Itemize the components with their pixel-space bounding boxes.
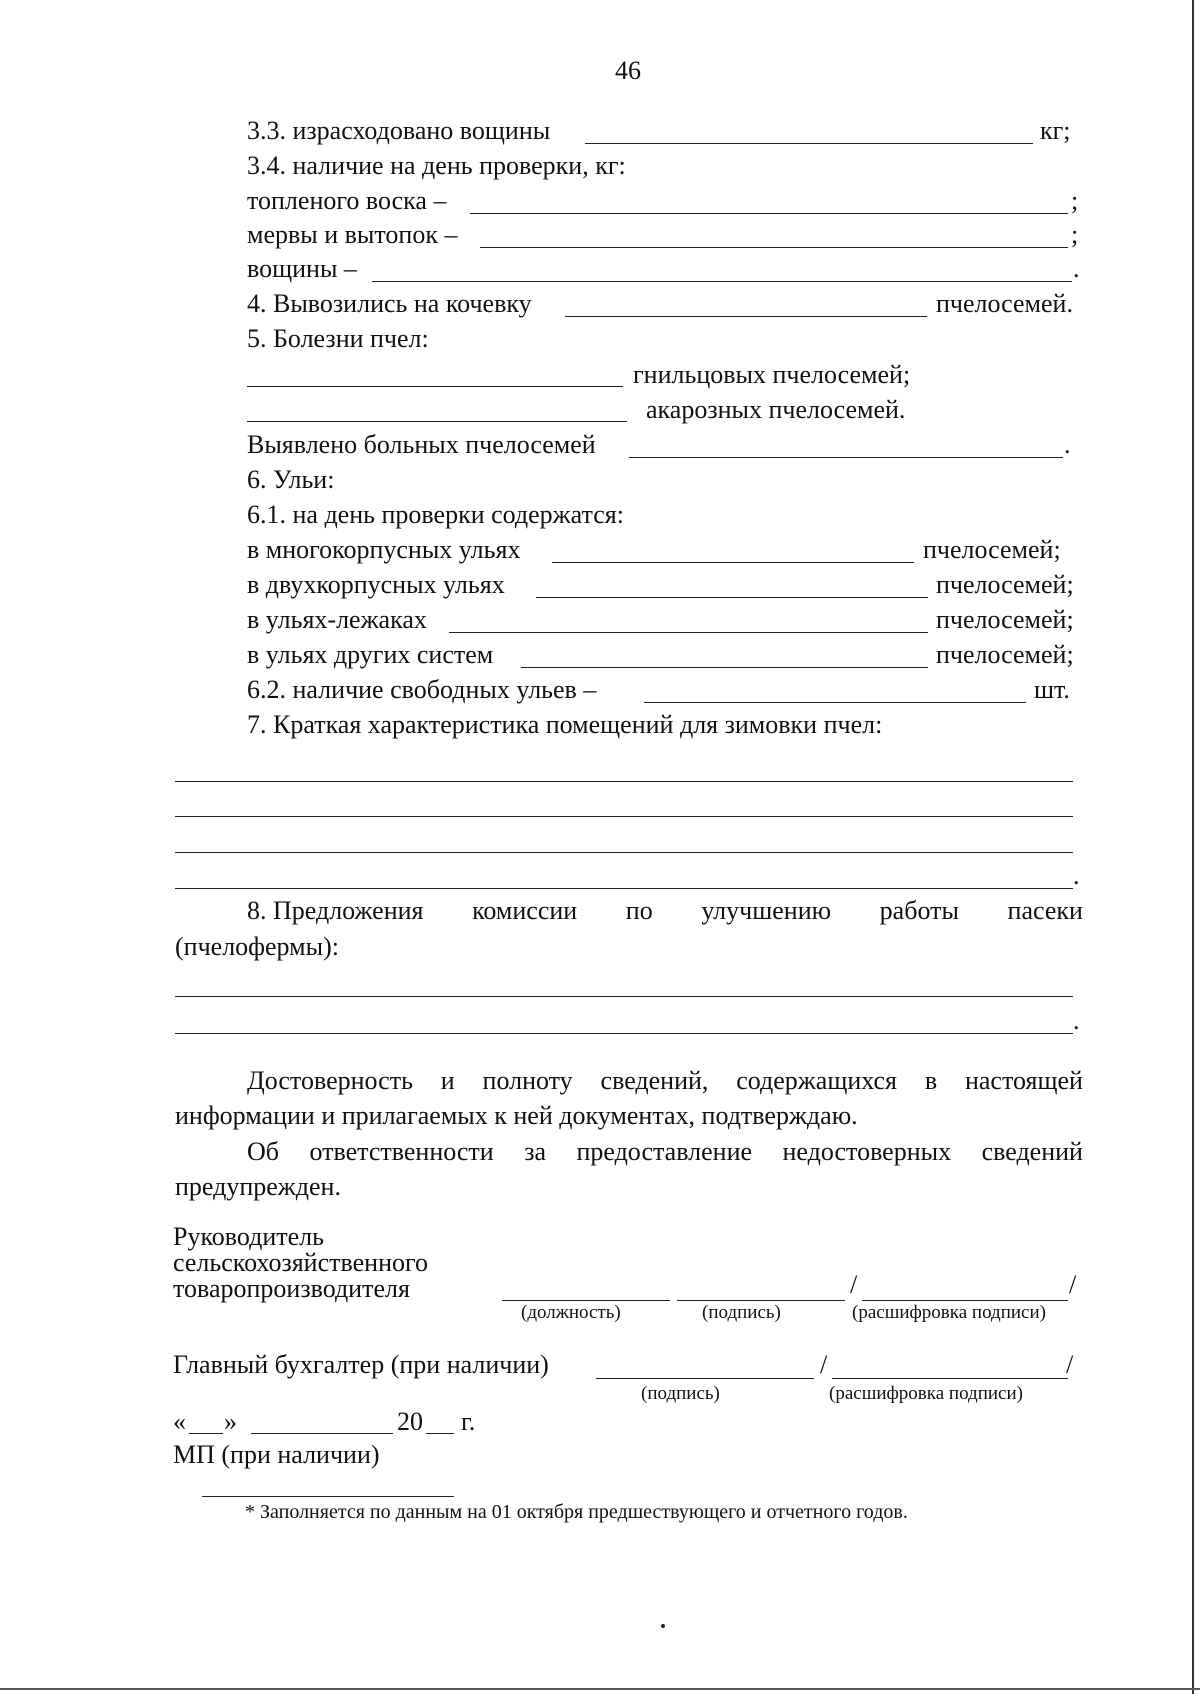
confirm-word: в (924, 1066, 938, 1095)
head-signature-field[interactable] (677, 1300, 845, 1301)
date-year-suffix: г. (461, 1407, 476, 1436)
head-slash-2: / (1069, 1270, 1077, 1299)
s6-other-unit: пчелосемей; (936, 640, 1074, 669)
s6-other-label: в ульях других систем (247, 640, 494, 669)
s8-word: работы (879, 896, 959, 925)
s8-word: улучшению (701, 896, 832, 925)
confirm-word: и (440, 1066, 455, 1095)
scan-dot (661, 1624, 665, 1628)
date-year-field[interactable] (426, 1433, 454, 1434)
stamp-label: МП (при наличии) (173, 1440, 380, 1469)
head-title-2: сельскохозяйственного (173, 1248, 428, 1277)
accountant-slash-2: / (1066, 1350, 1074, 1379)
s5-rot-label: гнильцовых пчелосемей; (633, 360, 911, 389)
s5-acar-field[interactable] (247, 421, 627, 422)
s5-sick-end: . (1064, 430, 1071, 459)
s34-merva-field[interactable] (480, 247, 1068, 248)
s34-label: 3.4. наличие на день проверки, кг: (247, 151, 626, 180)
date-month-field[interactable] (251, 1433, 393, 1434)
s7-end: . (1073, 861, 1080, 890)
s6-multi-field[interactable] (552, 562, 914, 563)
confirm-word: настоящей (964, 1066, 1083, 1095)
s5-sick-field[interactable] (629, 457, 1063, 458)
resp-word: недостоверных (782, 1137, 952, 1166)
date-day-field[interactable] (189, 1433, 223, 1434)
confirm-word: полноту (482, 1066, 573, 1095)
accountant-signature-field[interactable] (596, 1378, 814, 1379)
s34-comb-field[interactable] (372, 281, 1072, 282)
accountant-slash-1: / (820, 1350, 828, 1379)
s6-label: 6. Ульи: (247, 465, 335, 494)
s6-multi-label: в многокорпусных ульях (247, 535, 521, 564)
resp-word: предоставление (576, 1137, 753, 1166)
page-right-edge (1192, 0, 1194, 1694)
s5-acar-label: акарозных пчелосемей. (646, 395, 906, 424)
s8-line2: (пчелофермы): (175, 932, 339, 961)
s33-label: 3.3. израсходовано вощины (247, 116, 551, 145)
s61-label: 6.1. на день проверки содержатся: (247, 500, 624, 529)
date-open-quote: « (173, 1407, 186, 1436)
head-cap-position: (должность) (521, 1302, 621, 1323)
s8-word: комиссии (472, 896, 578, 925)
s4-unit: пчелосемей. (936, 289, 1073, 318)
s62-field[interactable] (644, 702, 1026, 703)
confirm-word: сведений, (600, 1066, 709, 1095)
s6-double-unit: пчелосемей; (936, 570, 1074, 599)
s7-line-3[interactable] (175, 852, 1073, 853)
accountant-label: Главный бухгалтер (при наличии) (173, 1350, 549, 1379)
head-title-1: Руководитель (173, 1222, 324, 1251)
head-title-3: товаропроизводителя (173, 1274, 410, 1303)
s6-lying-unit: пчелосемей; (936, 605, 1074, 634)
s8-heading (247, 896, 1083, 926)
resp-word: ответственности (309, 1137, 494, 1166)
s5-rot-field[interactable] (247, 386, 623, 387)
s6-lying-field[interactable] (449, 632, 928, 633)
s5-label: 5. Болезни пчел: (247, 324, 429, 353)
page-bottom-edge (0, 1688, 1200, 1690)
s34-wax-label: топленого воска – (247, 186, 447, 215)
s4-label: 4. Вывозились на кочевку (247, 289, 532, 318)
s8-word: 8. Предложения (247, 896, 424, 925)
resp-word: за (524, 1137, 546, 1166)
s8-word: пасеки (1007, 896, 1083, 925)
resp-word: сведений (981, 1137, 1083, 1166)
s8-end: . (1073, 1006, 1080, 1035)
s4-field[interactable] (565, 316, 927, 317)
s33-field[interactable] (585, 143, 1033, 144)
resp-word: Об (247, 1137, 280, 1166)
date-close-quote: » (224, 1407, 237, 1436)
s34-comb-end: . (1073, 254, 1080, 283)
page-number: 46 (615, 56, 641, 85)
s6-double-field[interactable] (536, 597, 928, 598)
date-year-prefix: 20 (397, 1407, 423, 1436)
accountant-cap-sign: (подпись) (641, 1383, 720, 1404)
s34-wax-end: ; (1071, 186, 1079, 215)
head-decode-field[interactable] (862, 1300, 1068, 1301)
responsibility-paragraph (247, 1137, 1083, 1167)
s6-multi-unit: пчелосемей; (923, 535, 1061, 564)
confirm-word: Достоверность (247, 1066, 413, 1095)
s34-merva-label: мервы и вытопок – (247, 220, 458, 249)
s8-word: по (625, 896, 653, 925)
head-slash-1: / (850, 1270, 858, 1299)
head-position-field[interactable] (502, 1300, 670, 1301)
s34-comb-label: вощины – (247, 254, 357, 283)
accountant-decode-field[interactable] (832, 1378, 1068, 1379)
accountant-cap-decode: (расшифровка подписи) (829, 1383, 1023, 1404)
s6-double-label: в двухкорпусных ульях (247, 570, 505, 599)
s34-wax-field[interactable] (470, 213, 1068, 214)
s62-label: 6.2. наличие свободных ульев – (247, 675, 597, 704)
responsibility-line2: предупрежден. (175, 1172, 341, 1201)
head-cap-sign: (подпись) (702, 1302, 781, 1323)
s62-unit: шт. (1034, 675, 1070, 704)
s33-unit: кг; (1040, 116, 1071, 145)
s8-line-1[interactable] (175, 996, 1073, 997)
s7-label: 7. Краткая характеристика помещений для зимовки пчел: (247, 710, 883, 739)
s7-line-4[interactable] (175, 888, 1073, 889)
s8-line-2[interactable] (175, 1033, 1073, 1034)
footnote-text: * Заполняется по данным на 01 октября предшествующего и отчетного годов. (245, 1501, 908, 1523)
confirm-paragraph (247, 1066, 1083, 1096)
s34-merva-end: ; (1071, 220, 1079, 249)
s7-line-2[interactable] (175, 816, 1073, 817)
s6-other-field[interactable] (521, 667, 928, 668)
confirm-line2: информации и прилагаемых к ней документах, подтверждаю. (175, 1101, 858, 1130)
s7-line-1[interactable] (175, 781, 1073, 782)
head-cap-decode: (расшифровка подписи) (852, 1302, 1046, 1323)
confirm-word: содержащихся (736, 1066, 897, 1095)
footnote-separator (202, 1496, 454, 1497)
s6-lying-label: в ульях-лежаках (247, 605, 427, 634)
s5-sick-label: Выявлено больных пчелосемей (247, 430, 596, 459)
